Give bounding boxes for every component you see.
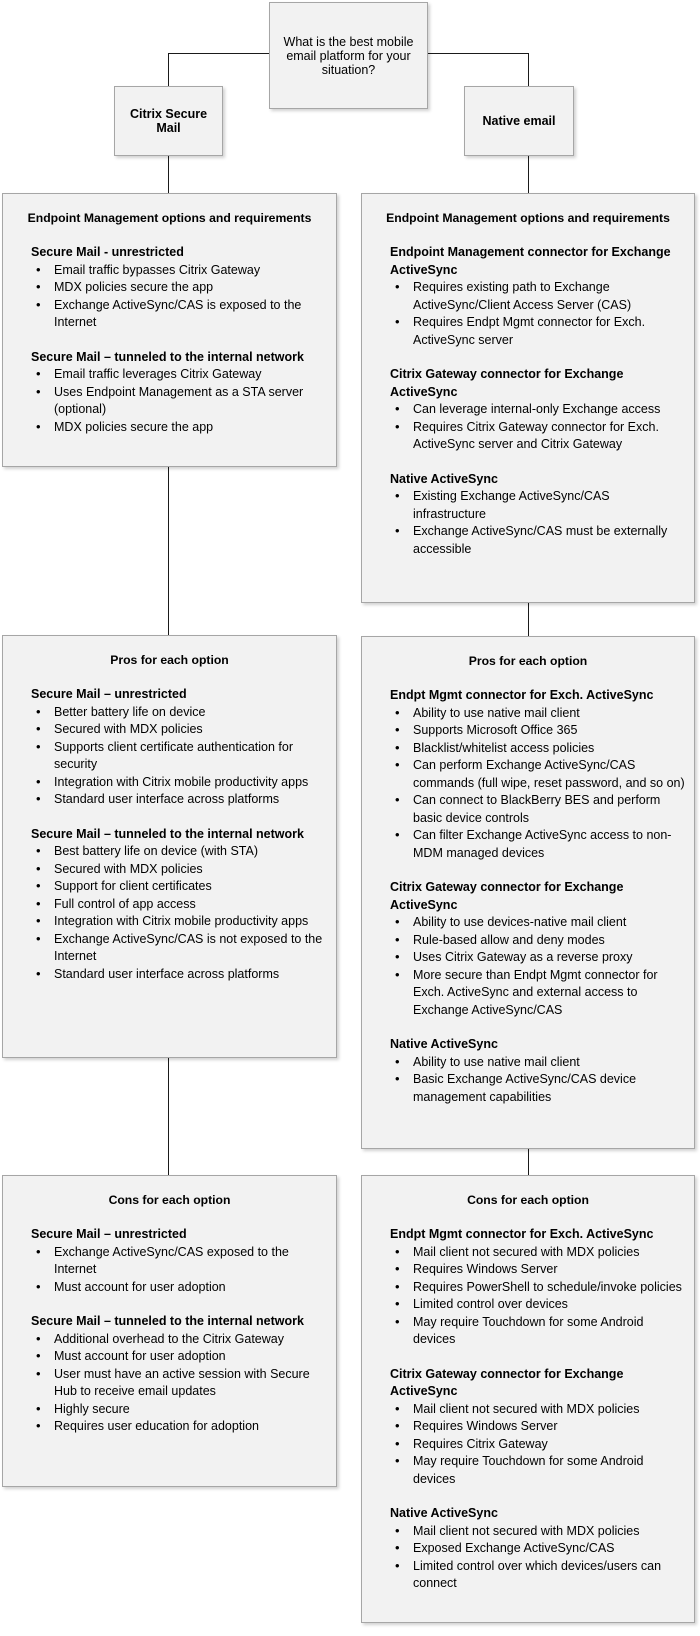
left-cons-box	[2, 1175, 337, 1487]
section	[390, 1366, 686, 1489]
section	[31, 349, 328, 437]
bullet-item: • Ability to use native mail client	[390, 1054, 686, 1072]
section-heading: Endpt Mgmt connector for Exch. ActiveSync	[390, 688, 654, 703]
section-heading: Secure Mail – tunneled to the internal network	[31, 349, 304, 364]
right-requirements-box	[361, 193, 695, 603]
bullet-item: • More secure than Endpt Mgmt connector for Exch. ActiveSync and external access to Exchange ActiveSync/CAS	[390, 967, 686, 1020]
bullet-item: • Secured with MDX policies	[31, 861, 328, 879]
connector-left-req-to-pros	[168, 466, 169, 636]
bullet-item: • Requires existing path to Exchange ActiveSync/Client Access Server (CAS)	[390, 279, 686, 314]
section	[31, 826, 328, 984]
section	[31, 1226, 328, 1296]
bullet-list	[390, 401, 686, 454]
section	[31, 244, 328, 332]
right-cons-box	[361, 1175, 695, 1623]
bullet-item: • Support for client certificates	[31, 878, 328, 896]
bullet-item: • User must have an active session with Secure Hub to receive email updates	[31, 1366, 328, 1401]
section-heading: Endpt Mgmt connector for Exch. ActiveSync	[390, 1227, 654, 1242]
bullet-list	[390, 1054, 686, 1107]
section-heading: Citrix Gateway connector for Exchange ActiveSync	[390, 1366, 624, 1399]
bullet-item: • Supports Microsoft Office 365	[390, 722, 686, 740]
section	[390, 1505, 686, 1593]
bullet-list	[390, 488, 686, 558]
section-heading: Secure Mail – unrestricted	[31, 1227, 187, 1242]
bullet-list	[390, 279, 686, 349]
bullet-list	[31, 1331, 328, 1436]
box-title: Endpoint Management options and requirements	[386, 211, 670, 225]
bullet-item: • Can perform Exchange ActiveSync/CAS commands (full wipe, reset password, and so on)	[390, 757, 686, 792]
bullet-item: • Blacklist/whitelist access policies	[390, 740, 686, 758]
bullet-item: • Exchange ActiveSync/CAS is not exposed to the Internet	[31, 931, 328, 966]
option-citrix-label: Citrix Secure Mail	[129, 107, 208, 135]
bullet-item: • Highly secure	[31, 1401, 328, 1419]
section-heading: Citrix Gateway connector for Exchange ActiveSync	[390, 367, 624, 399]
bullet-list	[390, 705, 686, 863]
right-pros-box	[361, 636, 695, 1149]
section-heading: Secure Mail – tunneled to the internal network	[31, 1314, 304, 1329]
bullet-item: • Email traffic bypasses Citrix Gateway	[31, 262, 328, 280]
section-heading: Endpoint Management connector for Exchange ActiveSync	[390, 245, 671, 277]
question-label: What is the best mobile email platform for your situation?	[283, 34, 414, 77]
bullet-item: • Must account for user adoption	[31, 1348, 328, 1366]
section	[390, 244, 686, 349]
box-title: Cons for each option	[108, 1193, 231, 1207]
bullet-item: • Exchange ActiveSync/CAS must be externally accessible	[390, 523, 686, 558]
bullet-list	[31, 262, 328, 332]
section	[390, 879, 686, 1019]
bullet-item: • Better battery life on device	[31, 704, 328, 722]
connector-question-left-h	[168, 53, 270, 54]
connector-native-to-requirements	[528, 156, 529, 194]
bullet-item: • MDX policies secure the app	[31, 419, 328, 437]
bullet-item: • Limited control over devices	[390, 1296, 686, 1314]
box-title: Pros for each option	[110, 653, 229, 667]
section	[390, 366, 686, 454]
section-heading: Native ActiveSync	[390, 471, 498, 486]
bullet-item: • Existing Exchange ActiveSync/CAS infrastructure	[390, 488, 686, 523]
bullet-item: • Requires Citrix Gateway connector for Exch. ActiveSync server and Citrix Gateway	[390, 419, 686, 454]
section-heading: Citrix Gateway connector for Exchange ActiveSync	[390, 880, 624, 912]
bullet-item: • Requires Windows Server	[390, 1261, 686, 1279]
bullet-item: • Supports client certificate authentication for security	[31, 739, 328, 774]
bullet-item: • Can connect to BlackBerry BES and perform basic device controls	[390, 792, 686, 827]
bullet-item: • Can leverage internal-only Exchange access	[390, 401, 686, 419]
section	[390, 687, 686, 862]
bullet-item: • Exchange ActiveSync/CAS is exposed to the Internet	[31, 297, 328, 332]
section-heading: Native ActiveSync	[390, 1037, 498, 1052]
bullet-list	[390, 1523, 686, 1593]
left-pros-box	[2, 635, 337, 1058]
bullet-item: • May require Touchdown for some Android devices	[390, 1453, 686, 1488]
bullet-item: • Requires PowerShell to schedule/invoke policies	[390, 1279, 686, 1297]
bullet-item: • Integration with Citrix mobile productivity apps	[31, 913, 328, 931]
bullet-item: • Exchange ActiveSync/CAS exposed to the Internet	[31, 1244, 328, 1279]
section-heading: Secure Mail – tunneled to the internal network	[31, 826, 304, 841]
connector-right-pros-to-cons	[528, 1148, 529, 1176]
bullet-list	[31, 843, 328, 983]
option-native-email	[464, 86, 574, 156]
option-native-label: Native email	[482, 114, 556, 128]
bullet-item: • Limited control over which devices/users can connect	[390, 1558, 686, 1593]
bullet-item: • Requires user education for adoption	[31, 1418, 328, 1436]
bullet-list	[390, 1244, 686, 1349]
connector-question-right-h	[428, 53, 529, 54]
box-title: Endpoint Management options and requirements	[27, 211, 312, 225]
left-requirements-box	[2, 193, 337, 467]
section	[390, 1036, 686, 1106]
bullet-item: • Requires Windows Server	[390, 1418, 686, 1436]
section	[390, 1226, 686, 1349]
connector-citrix-to-requirements	[168, 156, 169, 194]
bullet-item: • Can filter Exchange ActiveSync access to non-MDM managed devices	[390, 827, 686, 862]
bullet-item: • MDX policies secure the app	[31, 279, 328, 297]
section	[31, 686, 328, 809]
bullet-item: • Mail client not secured with MDX policies	[390, 1523, 686, 1541]
bullet-item: • Ability to use native mail client	[390, 705, 686, 723]
section	[31, 1313, 328, 1436]
box-title: Pros for each option	[468, 654, 588, 668]
bullet-item: • Standard user interface across platforms	[31, 966, 328, 984]
box-title: Cons for each option	[467, 1193, 589, 1207]
bullet-item: • Must account for user adoption	[31, 1279, 328, 1297]
question-box	[269, 2, 428, 109]
bullet-item: • Secured with MDX policies	[31, 721, 328, 739]
option-citrix-secure-mail	[114, 86, 223, 156]
bullet-item: • Uses Endpoint Management as a STA server (optional)	[31, 384, 328, 419]
bullet-item: • Exposed Exchange ActiveSync/CAS	[390, 1540, 686, 1558]
bullet-item: • Mail client not secured with MDX policies	[390, 1401, 686, 1419]
bullet-item: • Basic Exchange ActiveSync/CAS device management capabilities	[390, 1071, 686, 1106]
bullet-item: • Rule-based allow and deny modes	[390, 932, 686, 950]
bullet-item: • Full control of app access	[31, 896, 328, 914]
bullet-list	[31, 366, 328, 436]
section-heading: Secure Mail – unrestricted	[31, 687, 187, 702]
bullet-list	[31, 1244, 328, 1297]
bullet-item: • Best battery life on device (with STA)	[31, 843, 328, 861]
connector-left-pros-to-cons	[168, 1057, 169, 1176]
bullet-item: • Ability to use devices-native mail client	[390, 914, 686, 932]
bullet-list	[390, 1401, 686, 1489]
bullet-item: • Additional overhead to the Citrix Gateway	[31, 1331, 328, 1349]
section-heading: Native ActiveSync	[390, 1506, 498, 1521]
connector-right-req-to-pros	[528, 602, 529, 637]
bullet-item: • Email traffic leverages Citrix Gateway	[31, 366, 328, 384]
bullet-list	[390, 914, 686, 1019]
section	[390, 471, 686, 559]
bullet-item: • Standard user interface across platforms	[31, 791, 328, 809]
bullet-item: • Mail client not secured with MDX policies	[390, 1244, 686, 1262]
bullet-item: • Integration with Citrix mobile productivity apps	[31, 774, 328, 792]
bullet-item: • Requires Endpt Mgmt connector for Exch. ActiveSync server	[390, 314, 686, 349]
section-heading: Secure Mail - unrestricted	[31, 245, 184, 260]
bullet-item: • Requires Citrix Gateway	[390, 1436, 686, 1454]
bullet-item: • Uses Citrix Gateway as a reverse proxy	[390, 949, 686, 967]
bullet-item: • May require Touchdown for some Android devices	[390, 1314, 686, 1349]
bullet-list	[31, 704, 328, 809]
